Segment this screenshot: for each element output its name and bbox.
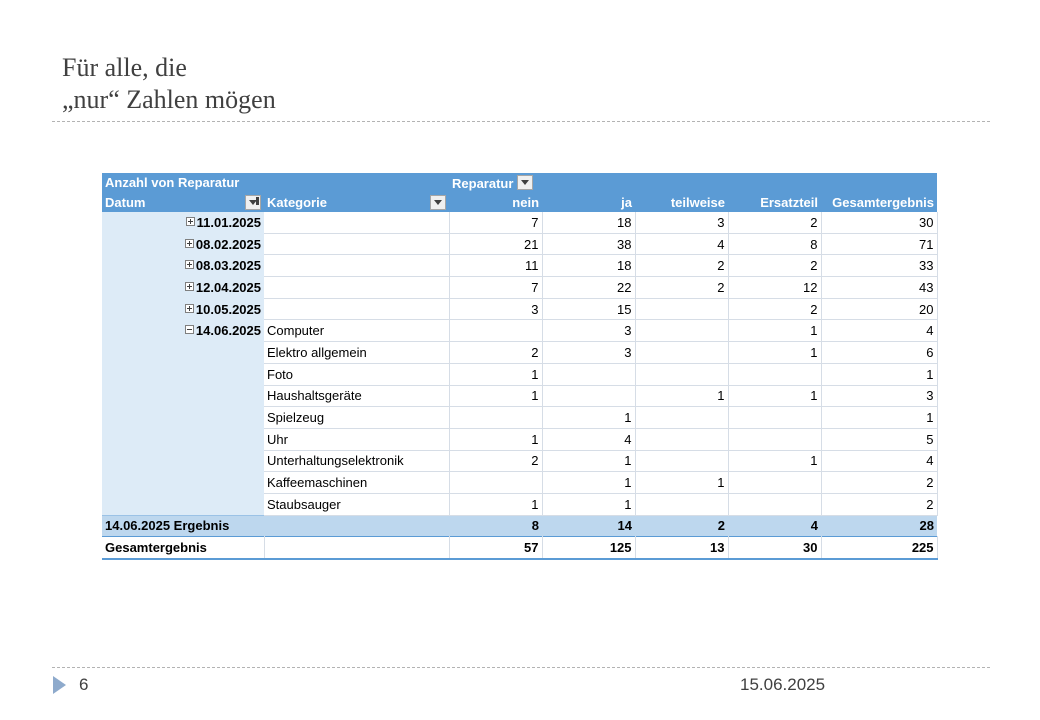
expand-plus-icon[interactable] xyxy=(185,239,194,248)
footer-date: 15.06.2025 xyxy=(740,675,826,694)
category-row-8-value-1: 1 xyxy=(542,493,635,515)
category-row-4-value-2 xyxy=(635,407,728,429)
slide-title-line-1: Für alle, die xyxy=(62,53,187,82)
column-field-dropdown-icon[interactable] xyxy=(517,175,533,190)
table-row xyxy=(102,233,937,255)
table-row xyxy=(102,493,937,515)
table-row xyxy=(102,255,937,277)
category-row-4-value-1: 1 xyxy=(542,407,635,429)
category-row-3-value-4: 3 xyxy=(821,385,937,407)
date-row-1-value-0: 21 xyxy=(449,233,542,255)
category-row-8-value-3 xyxy=(728,493,821,515)
category-row-5-value-1: 4 xyxy=(542,428,635,450)
date-row-2-value-0: 11 xyxy=(449,255,542,277)
date-row-0-value-2: 3 xyxy=(635,212,728,233)
date-row-4-value-0: 3 xyxy=(449,298,542,320)
date-cell xyxy=(102,450,264,472)
table-row xyxy=(102,342,937,364)
category-row-1-value-3: 1 xyxy=(728,342,821,364)
category-row-2-value-0: 1 xyxy=(449,363,542,385)
category-label: Uhr xyxy=(264,428,449,450)
date-row-2-value-1: 18 xyxy=(542,255,635,277)
category-label: Haushaltsgeräte xyxy=(264,385,449,407)
grand-total-empty-cell xyxy=(264,537,449,559)
row-field-datum-cell xyxy=(102,193,264,213)
date-label: 11.01.2025 xyxy=(196,215,261,231)
category-row-1-value-0: 2 xyxy=(449,342,542,364)
column-header-gesamtergebnis: Gesamtergebnis xyxy=(821,193,937,213)
category-row-3-value-2: 1 xyxy=(635,385,728,407)
category-row-6-value-1: 1 xyxy=(542,450,635,472)
category-row-0-value-1: 3 xyxy=(542,320,635,342)
date-row-4-value-3: 2 xyxy=(728,298,821,320)
date-row-1-value-4: 71 xyxy=(821,233,937,255)
category-row-8-value-4: 2 xyxy=(821,493,937,515)
category-row-5-value-2 xyxy=(635,428,728,450)
date-cell xyxy=(102,342,264,364)
table-row xyxy=(102,363,937,385)
expand-plus-icon[interactable] xyxy=(185,282,194,291)
category-row-2-value-2 xyxy=(635,363,728,385)
expand-plus-icon[interactable] xyxy=(186,217,195,226)
column-header-nein: nein xyxy=(449,193,542,213)
category-cell xyxy=(264,212,449,233)
category-row-3-value-1 xyxy=(542,385,635,407)
category-row-5-value-0: 1 xyxy=(449,428,542,450)
grand-total-value-1: 125 xyxy=(542,537,635,559)
table-row xyxy=(102,407,937,429)
category-label: Computer xyxy=(264,320,449,342)
category-label: Staubsauger xyxy=(264,493,449,515)
date-row-0-value-1: 18 xyxy=(542,212,635,233)
date-cell xyxy=(102,472,264,494)
table-row xyxy=(102,298,937,320)
table-row xyxy=(102,450,937,472)
category-cell xyxy=(264,277,449,299)
subtotal-value-1: 14 xyxy=(542,515,635,537)
pivot-column-field-cell xyxy=(449,173,542,193)
pivot-column-field-label: Reparatur xyxy=(452,175,514,191)
grand-total-row xyxy=(102,537,937,559)
category-row-7-value-3 xyxy=(728,472,821,494)
datum-filter-dropdown-icon[interactable] xyxy=(245,195,261,210)
table-row xyxy=(102,320,937,342)
category-label: Unterhaltungselektronik xyxy=(264,450,449,472)
category-row-1-value-1: 3 xyxy=(542,342,635,364)
category-row-7-value-4: 2 xyxy=(821,472,937,494)
footer-arrow-icon xyxy=(53,676,66,694)
pivot-table xyxy=(102,173,938,560)
category-row-4-value-0 xyxy=(449,407,542,429)
date-row-1-value-1: 38 xyxy=(542,233,635,255)
category-row-2-value-1 xyxy=(542,363,635,385)
category-row-7-value-1: 1 xyxy=(542,472,635,494)
category-row-6-value-2 xyxy=(635,450,728,472)
date-row-1-value-3: 8 xyxy=(728,233,821,255)
subtotal-value-0: 8 xyxy=(449,515,542,537)
collapse-minus-icon[interactable] xyxy=(185,325,194,334)
date-row-3-value-0: 7 xyxy=(449,277,542,299)
category-cell xyxy=(264,233,449,255)
table-row xyxy=(102,385,937,407)
category-row-4-value-3 xyxy=(728,407,821,429)
date-cell xyxy=(102,233,264,255)
grand-total-value-2: 13 xyxy=(635,537,728,559)
category-cell xyxy=(264,255,449,277)
date-row-1-value-2: 4 xyxy=(635,233,728,255)
table-row xyxy=(102,212,937,233)
column-header-ja: ja xyxy=(542,193,635,213)
date-cell xyxy=(102,212,264,233)
category-row-6-value-4: 4 xyxy=(821,450,937,472)
date-label: 10.05.2025 xyxy=(195,301,261,317)
date-row-4-value-1: 15 xyxy=(542,298,635,320)
date-row-0-value-0: 7 xyxy=(449,212,542,233)
category-label: Kaffeemaschinen xyxy=(264,472,449,494)
category-label: Elektro allgemein xyxy=(264,342,449,364)
date-row-3-value-3: 12 xyxy=(728,277,821,299)
category-row-5-value-3 xyxy=(728,428,821,450)
grand-total-value-4: 225 xyxy=(821,537,937,559)
category-row-6-value-3: 1 xyxy=(728,450,821,472)
date-row-3-value-4: 43 xyxy=(821,277,937,299)
category-row-0-value-0 xyxy=(449,320,542,342)
subtotal-label: 14.06.2025 Ergebnis xyxy=(102,515,449,537)
column-header-teilweise: teilweise xyxy=(635,193,728,213)
date-row-0-value-3: 2 xyxy=(728,212,821,233)
pivot-header-row-1 xyxy=(102,173,937,193)
date-row-4-value-4: 20 xyxy=(821,298,937,320)
category-label: Spielzeug xyxy=(264,407,449,429)
category-row-3-value-3: 1 xyxy=(728,385,821,407)
date-row-2-value-4: 33 xyxy=(821,255,937,277)
slide-title-line-2: „nur“ Zahlen mögen xyxy=(62,85,276,114)
date-label: 08.02.2025 xyxy=(195,236,261,252)
grand-total-value-0: 57 xyxy=(449,537,542,559)
category-row-5-value-4: 5 xyxy=(821,428,937,450)
column-header-ersatzteil: Ersatzteil xyxy=(728,193,821,213)
category-row-2-value-3 xyxy=(728,363,821,385)
expand-plus-icon[interactable] xyxy=(185,260,194,269)
category-row-7-value-2: 1 xyxy=(635,472,728,494)
table-row xyxy=(102,472,937,494)
date-cell xyxy=(102,385,264,407)
date-cell xyxy=(102,298,264,320)
category-cell xyxy=(264,298,449,320)
row-field-datum-label: Datum xyxy=(105,194,146,210)
date-cell xyxy=(102,493,264,515)
subtotal-value-4: 28 xyxy=(821,515,937,537)
pivot-value-label: Anzahl von Reparatur xyxy=(102,173,449,193)
category-row-8-value-0: 1 xyxy=(449,493,542,515)
table-row xyxy=(102,428,937,450)
category-row-1-value-4: 6 xyxy=(821,342,937,364)
page-number: 6 xyxy=(79,675,89,694)
date-label: 14.06.2025 xyxy=(195,323,261,339)
category-row-7-value-0 xyxy=(449,472,542,494)
category-label: Foto xyxy=(264,363,449,385)
slide-title xyxy=(62,52,276,116)
date-cell xyxy=(102,320,264,342)
category-row-0-value-2 xyxy=(635,320,728,342)
category-row-3-value-0: 1 xyxy=(449,385,542,407)
date-label: 08.03.2025 xyxy=(195,258,261,274)
grand-total-label: Gesamtergebnis xyxy=(102,537,264,559)
date-cell xyxy=(102,428,264,450)
date-row-2-value-2: 2 xyxy=(635,255,728,277)
date-row-0-value-4: 30 xyxy=(821,212,937,233)
date-cell xyxy=(102,255,264,277)
date-label: 12.04.2025 xyxy=(195,279,261,295)
category-row-0-value-3: 1 xyxy=(728,320,821,342)
grand-total-value-3: 30 xyxy=(728,537,821,559)
pivot-header-row-2 xyxy=(102,193,937,213)
date-row-3-value-1: 22 xyxy=(542,277,635,299)
category-row-8-value-2 xyxy=(635,493,728,515)
date-cell xyxy=(102,407,264,429)
subtotal-value-2: 2 xyxy=(635,515,728,537)
category-row-4-value-4: 1 xyxy=(821,407,937,429)
category-row-0-value-4: 4 xyxy=(821,320,937,342)
date-row-4-value-2 xyxy=(635,298,728,320)
subtotal-value-3: 4 xyxy=(728,515,821,537)
table-row xyxy=(102,277,937,299)
footer-divider xyxy=(52,667,990,668)
category-row-2-value-4: 1 xyxy=(821,363,937,385)
date-row-2-value-3: 2 xyxy=(728,255,821,277)
date-cell xyxy=(102,277,264,299)
category-row-1-value-2 xyxy=(635,342,728,364)
category-row-6-value-0: 2 xyxy=(449,450,542,472)
date-cell xyxy=(102,363,264,385)
expand-plus-icon[interactable] xyxy=(185,304,194,313)
row-field-kategorie-label: Kategorie xyxy=(267,194,327,210)
kategorie-dropdown-icon[interactable] xyxy=(430,195,446,210)
date-row-3-value-2: 2 xyxy=(635,277,728,299)
row-field-kategorie-cell xyxy=(264,193,449,213)
subtotal-row xyxy=(102,515,937,537)
title-divider xyxy=(52,121,990,122)
